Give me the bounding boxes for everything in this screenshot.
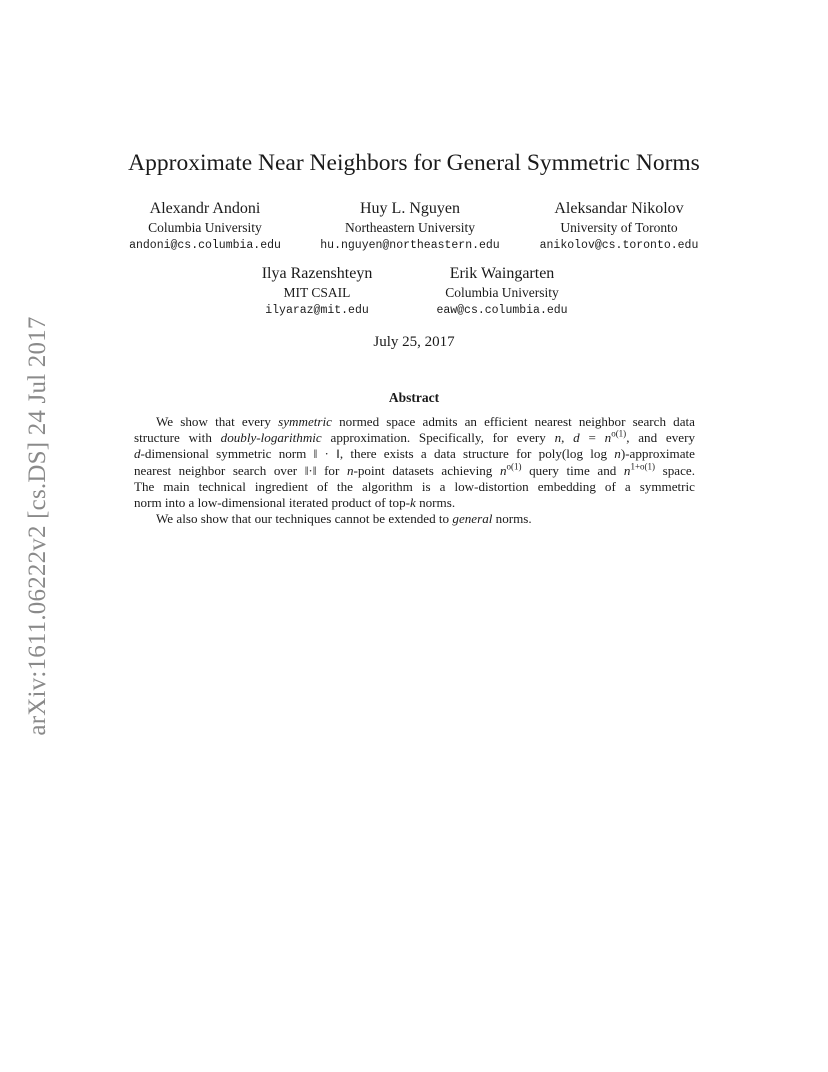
abstract-body xyxy=(134,414,695,527)
author-block xyxy=(262,264,373,320)
author-email[interactable]: ilyaraz@mit.edu xyxy=(265,304,369,317)
author-affiliation: Columbia University xyxy=(445,285,559,300)
author-email[interactable]: hu.nguyen@northeastern.edu xyxy=(320,239,500,252)
abstract-heading: Abstract xyxy=(388,390,440,405)
author-name: Ilya Razenshteyn xyxy=(261,265,373,282)
abstract-paragraph-continued xyxy=(134,430,695,511)
abstract-line: We show that every symmetric normed space admits an efficient nearest neighbor search data xyxy=(156,414,695,429)
paper-title: Approximate Near Neighbors for General Symmetric Norms xyxy=(128,150,700,176)
author-email[interactable]: anikolov@cs.toronto.edu xyxy=(539,239,699,252)
abstract-line: norm into a low-dimensional iterated product of top-k norms. xyxy=(134,495,456,511)
author-name: Huy L. Nguyen xyxy=(360,200,460,217)
abstract-line: The main technical ingredient of the algorithm is a low-distortion embedding of a symmetric xyxy=(134,478,695,494)
author-name: Erik Waingarten xyxy=(449,265,555,282)
abstract-paragraph xyxy=(134,414,695,430)
author-block xyxy=(540,199,699,255)
author-block xyxy=(320,199,499,255)
author-affiliation: University of Toronto xyxy=(560,220,678,235)
author-block xyxy=(436,264,567,320)
abstract-line: nearest neighbor search over ‖·‖ for n-point datasets achieving $n^{o(1)}$ query time and $n^{1+o(1)}$ space. xyxy=(134,461,696,478)
abstract-line: structure with doubly-logarithmic approximation. Specifically, for every n, $d = n^{o(1)}$, and every xyxy=(134,428,695,446)
author-email[interactable]: eaw@cs.columbia.edu xyxy=(436,304,568,317)
arxiv-identifier-stamp: arXiv:1611.06222v2 [cs.DS] 24 Jul 2017 xyxy=(24,316,51,736)
author-affiliation: MIT CSAIL xyxy=(283,285,351,300)
abstract-line: We also show that our techniques cannot be extended to general norms. xyxy=(156,511,532,527)
publication-date: July 25, 2017 xyxy=(373,334,455,350)
abstract-paragraph xyxy=(134,511,695,527)
author-affiliation: Columbia University xyxy=(148,220,262,235)
author-email[interactable]: andoni@cs.columbia.edu xyxy=(129,239,281,252)
abstract-line: d-dimensional symmetric norm ‖ · ‖, there exists a data structure for poly(log log n)-approximate xyxy=(134,446,695,462)
author-affiliation: Northeastern University xyxy=(344,220,476,235)
author-name: Aleksandar Nikolov xyxy=(554,200,684,217)
author-name: Alexandr Andoni xyxy=(149,200,261,217)
author-block xyxy=(129,199,281,255)
